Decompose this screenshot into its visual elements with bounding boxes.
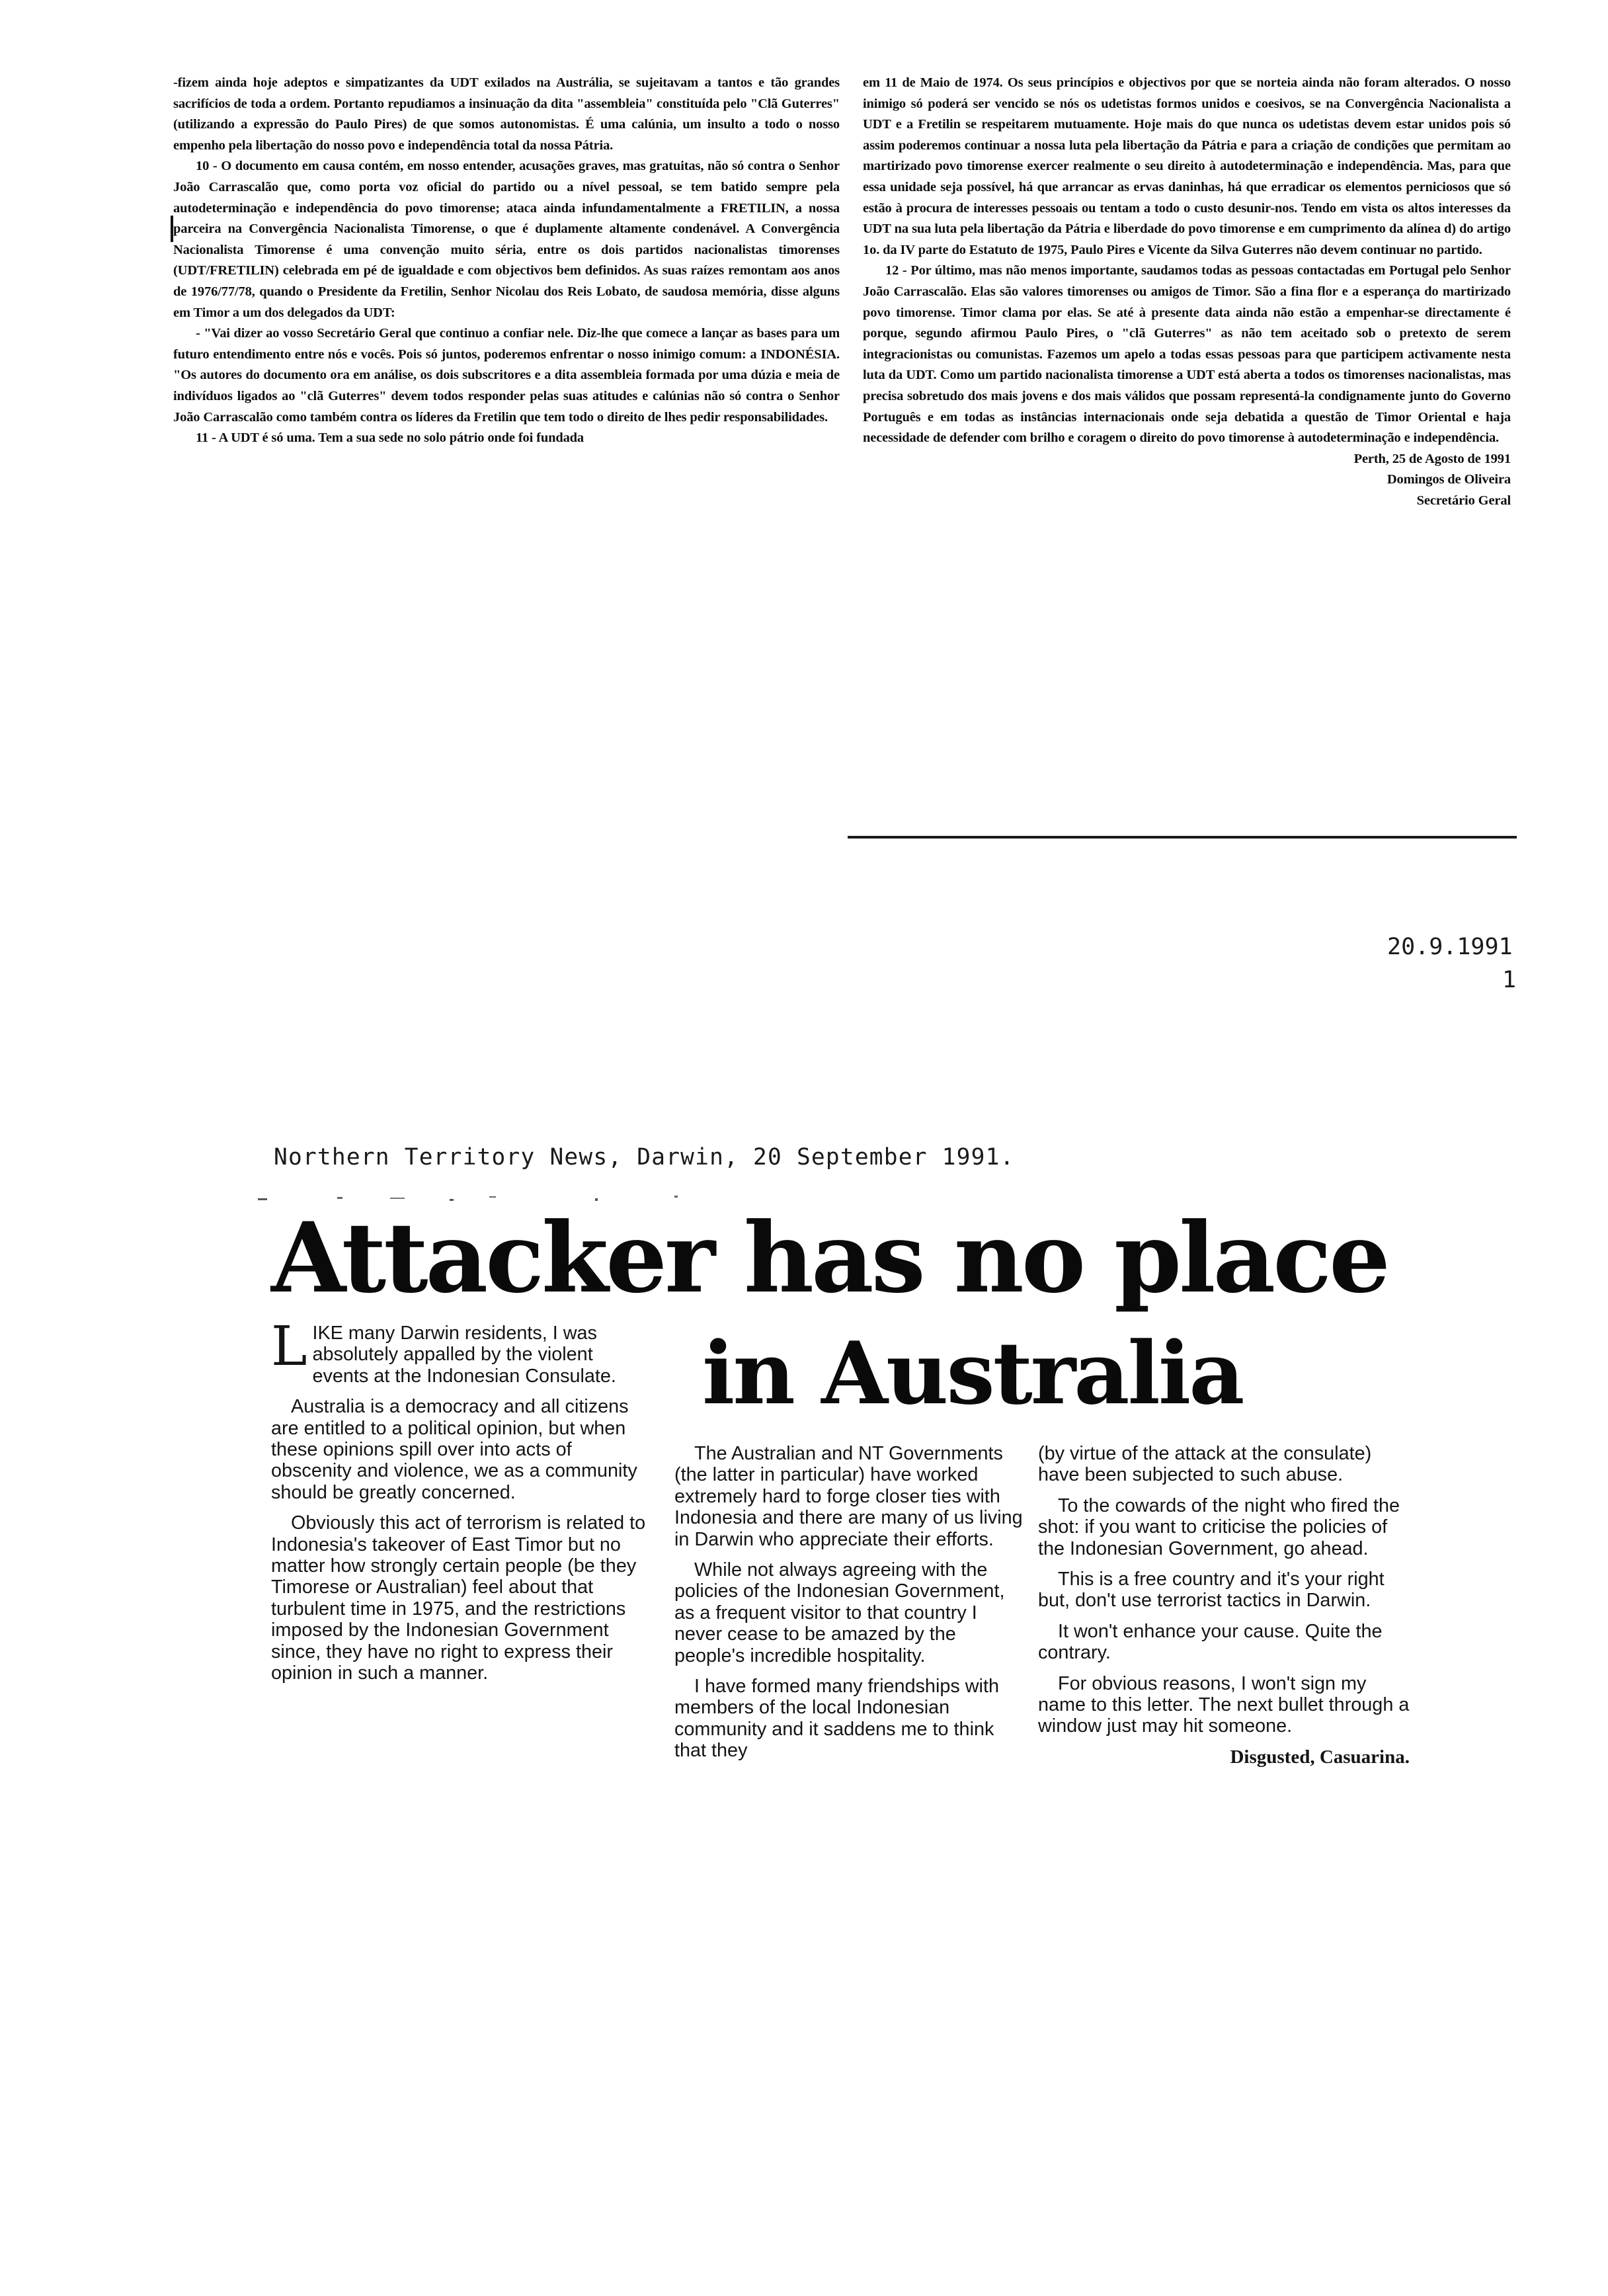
- lead-text: IKE many Darwin residents, I was absolutely appalled by the violent events at the Indonesian Consulate.: [312, 1323, 616, 1387]
- letter-paragraph: This is a free country and it's your right but, don't use terrorist tactics in Darwin.: [1038, 1569, 1385, 1612]
- letter-column-1: [271, 1315, 647, 1694]
- letter-paragraph: It won't enhance your cause. Quite the contrary.: [1038, 1620, 1383, 1664]
- letter-column-2: [674, 1443, 1025, 1771]
- letter-signoff: Disgusted, Casuarina.: [1230, 1746, 1410, 1768]
- letter-paragraph: To the cowards of the night who fired the shot: if you want to criticise the policies of the Indonesian Government, go ahead.: [1038, 1495, 1400, 1559]
- pt-paragraph-continued: em 11 de Maio de 1974. Os seus princípios e objectivos por que se norteia ainda não foram alterados. O nosso inimigo só poderá ser vencido se nós os udetistas formos unidos e coesivos, se na Convergência Nacionalista a UDT e a Fretilin se respeitarem mutuamente. Hoje mais do que nunca os udetistas devem estar unidos pois só assim poderemos continuar a nossa luta pela libertação da Pátria e para a criação de condições que permitam ao martirizado povo timorense exercer realmente o seu direito à autodeterminação e independência. Mas, para que essa unidade seja possível, há que arrancar as ervas daninhas, há que erradicar os elementos perniciosos que só estão à procura de interesses pessoais ou tentam a todo o custo desunir-nos. Tendo em vista os altos interesses da UDT na sua luta pela libertação da Pátria e liberdade do povo timorense e em cumprimento da alínea d) do artigo 1o. da IV parte do Estatuto de 1975, Paulo Pires e Vicente da Silva Guterres não devem continuar no partido.: [863, 75, 1511, 257]
- page-number: 1: [1502, 967, 1517, 993]
- signature-block: [863, 449, 1511, 512]
- pt-paragraph: -fizem ainda hoje adeptos e simpatizantes da UDT exilados na Austrália, se sujeitavam a tantos e tão grandes sacrifícios de toda a ordem. Portanto repudiamos a insinuação da dita "assembleia" constituída pelo "Clã Guterres" (utilizando a expressão do Paulo Pires) de que somos autonomistas. É uma calúnia, um insulto a todo o nosso empenho pela libertação do nosso povo e independência total da nossa Pátria.: [173, 75, 840, 153]
- source-line: Northern Territory News, Darwin, 20 September 1991.: [274, 1144, 1015, 1170]
- signature-name: Domingos de Oliveira: [1387, 472, 1511, 487]
- headline-line-1: Attacker has no place: [271, 1202, 1388, 1315]
- lead-paragraph: [271, 1315, 641, 1387]
- letter-paragraph: Obviously this act of terrorism is related to Indonesia's takeover of East Timor but no matter how strongly certain people (be they Timorese or Australian) feel about that turbulent time in 1975, and the restrictions imposed by the Indonesian Government since, they have no right to express their opinion in such a manner.: [271, 1512, 646, 1684]
- clipping-divider-rule: [848, 836, 1517, 839]
- headline-line-2: in Australia: [702, 1323, 1243, 1424]
- letter-paragraph: For obvious reasons, I won't sign my name to this letter. The next bullet through a window just may hit someone.: [1038, 1672, 1410, 1737]
- pt-paragraph-11: 11 - A UDT é só uma. Tem a sua sede no solo pátrio onde foi fundada: [196, 430, 584, 446]
- portuguese-column-right: [863, 73, 1511, 511]
- pt-paragraph-10: 10 - O documento em causa contém, em nosso entender, acusações graves, mas gratuitas, não só contra o Senhor João Carrascalão que, como porta voz oficial do partido ou a nível pessoal, se tem batido sempre pela autodeterminação e independência do povo timorense; ataca ainda infundamentalmente a FRETILIN, a nossa parceira na Convergência Nacionalista Timorense, o que é duplamente altamente condenável. A Convergência Nacionalista Timorense é uma convenção muito séria, entre os dois partidos nacionalistas timorenses (UDT/FRETILIN) celebrada em pé de igualdade e com objectivos bem definidos. As suas raízes remontam aos anos de 1976/77/78, quando o Presidente da Fretilin, Senhor Nicolau dos Reis Lobato, de saudosa memória, disse alguns em Timor a um dos delegados da UDT:: [173, 159, 840, 320]
- letter-paragraph: Australia is a democracy and all citizens are entitled to a political opinion, but when these opinions spill over into acts of obscenity and violence, we as a community should be greatly concerned.: [271, 1396, 637, 1503]
- portuguese-column-left: [173, 73, 840, 449]
- signature-title: Secretário Geral: [1416, 493, 1511, 508]
- date-stamp: 20.9.1991: [1387, 934, 1513, 960]
- letter-paragraph: While not always agreeing with the policies of the Indonesian Government, as a frequent visitor to that country I never cease to be amazed by the people's incredible hospitality.: [674, 1559, 1005, 1666]
- letter-paragraph: (by virtue of the attack at the consulate) have been subjected to such abuse.: [1038, 1443, 1372, 1486]
- pt-paragraph-quote: - "Vai dizer ao vosso Secretário Geral que continuo a confiar nele. Diz-lhe que comece a lançar as bases para um futuro entendimento entre nós e vocês. Pois só juntos, poderemos enfrentar o nosso inimigo comum: a INDONÉSIA. "Os autores do documento ora em análise, os dois subscritores e a dita assembleia formada por uma dúzia e meia de indivíduos ligados ao "clã Guterres" devem todos responder pelas suas atitudes e calúnias não só contra o Senhor João Carrascalão como também contra os líderes da Fretilin que tem todo o direito de lhes pedir responsabilidades.: [173, 326, 840, 425]
- pt-paragraph-12: 12 - Por último, mas não menos importante, saudamos todas as pessoas contactadas em Portugal pelo Senhor João Carrascalão. Elas são valores timorenses ou amigos de Timor. São a fina flor e a esperança do martirizado povo timorense. Timor clama por elas. Se até à presente data ainda não estão a empenhar-se directamente é porque, segundo afirmou Paulo Pires, o "clã Guterres" as não tem aceitado sob o pretexto de serem integracionistas ou comunistas. Fazemos um apelo a todas essas pessoas para que participem activamente nesta luta da UDT. Como um partido nacionalista timorense a UDT está aberta a todos os timorenses nacionalistas, mas precisa sobretudo dos mais jovens e dos mais válidos que possam representá-la condignamente junto do Governo Português e em todas as instâncias internacionais onde seja debatida a questão de Timor Oriental e haja necessidade de defender com brilho e coragem o direito do povo timorense à autodeterminação e independência.: [863, 263, 1511, 446]
- drop-cap: L: [271, 1315, 307, 1378]
- letter-paragraph: I have formed many friendships with members of the local Indonesian community and it saddens me to think that they: [674, 1676, 999, 1762]
- letter-paragraph: The Australian and NT Governments (the latter in particular) have worked extremely hard to forge closer ties with Indonesia and there are many of us living in Darwin who appreciate their efforts.: [674, 1443, 1023, 1550]
- signature-place-date: Perth, 25 de Agosto de 1991: [1353, 451, 1511, 466]
- letter-column-3: [1038, 1443, 1410, 1768]
